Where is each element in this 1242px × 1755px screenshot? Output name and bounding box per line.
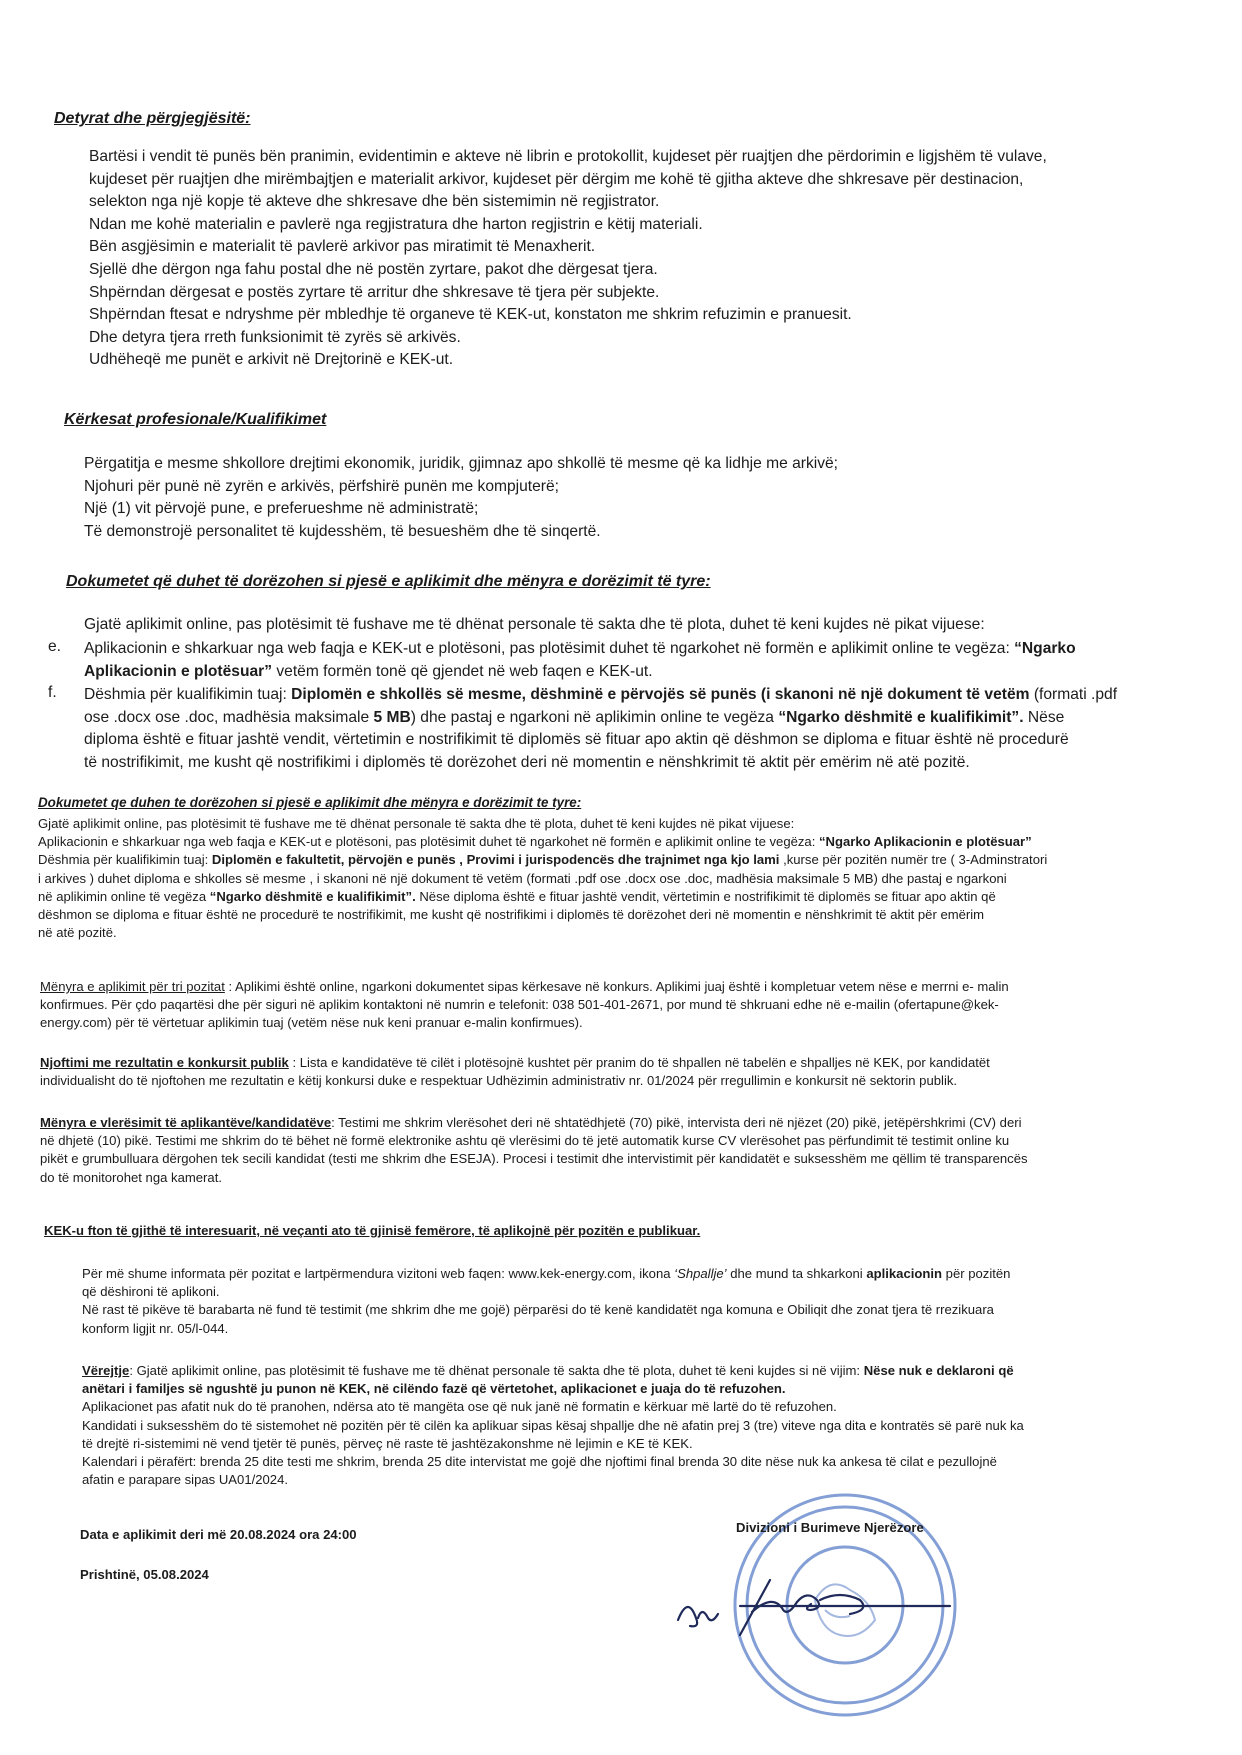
place-and-date: Prishtinë, 05.08.2024: [80, 1567, 209, 1582]
application-method-text: : Aplikimi është online, ngarkoni dokumentet sipas kërkesave në konkurs. Aplikimi juaj është i kompletuar vetem nëse e merrni e- malin: [224, 979, 1009, 994]
item-f-text: ) dhe pastaj e ngarkoni në aplikimin online te vegëza: [410, 708, 779, 726]
item-e-text: vetëm formën tonë që gjendet në web faqen e KEK-ut.: [272, 662, 653, 680]
more-info-text: Në rast të pikëve të barabarta në fund të testimit (me shkrim dhe me gojë) përparësi do të kenë kandidatët nga komuna e Obiliqit dhe zonat tjera të rrezikuara: [82, 1302, 994, 1318]
result-notification-label: Njoftimi me rezultatin e konkursit publik: [40, 1055, 289, 1070]
duties-line: Ndan me kohë materialin e pavlerë nga regjistratura dhe harton regjistrin e këtij materiali.: [89, 215, 703, 233]
more-info-text: dhe mund ta shkarkoni: [726, 1266, 867, 1281]
qualification-line: Përgatitja e mesme shkollore drejtimi ekonomik, juridik, gjimnaz apo shkollë të mesme që ka lidhje me arkivë;: [84, 455, 839, 472]
evaluation-method-text: në dhjetë (10) pikë. Testimi me shkrim do të bëhet në formë elektronike ashtu që vlerësimi do të jetë automatik kurse CV vlerësohet pas përfundimit të testimit online ku: [40, 1133, 1010, 1149]
item-e-text: Aplikacionin e shkarkuar nga web faqja e KEK-ut e plotësoni, pas plotësimit duhet të ngarkohet në formën e aplikimit online te vegëza:: [84, 640, 1015, 657]
more-info-text: për pozitën: [942, 1266, 1011, 1281]
result-notification-text: : Lista e kandidatëve të cilët i plotësojnë kushtet për pranim do të shpallen në tabelën e shpalljes në KEK, por kandidatët: [288, 1055, 990, 1070]
remarks-text: Kandidati i suksesshëm do të sistemohet në pozitën për të cilën ka aplikuar sipas kësaj shpallje dhe në afatin prej 3 (tre) viteve nga dita e kontratës së parë nuk ka: [82, 1417, 1024, 1433]
evaluation-method-text: do të monitorohet nga kamerat.: [40, 1169, 222, 1185]
division-name: Divizioni i Burimeve Njerëzore: [736, 1520, 924, 1535]
remarks-bold: anëtari i familjes së ngushtë ju punon në KEK, në cilëndo fazë që vërtetohet, aplikacionet e juaja do të refuzohen.: [82, 1381, 786, 1397]
documents2-line: Gjatë aplikimit online, pas plotësimit të fushave me të dhënat personale të sakta dhe të plota, duhet të keni kujdes në pikat vijuese:: [38, 816, 795, 831]
application-deadline: Data e aplikimit deri më 20.08.2024 ora 24:00: [80, 1527, 357, 1542]
documents-item-e: [84, 638, 1076, 683]
item-f-text: ose .docx ose .doc, madhësia maksimale: [84, 708, 374, 726]
application-method-text: energy.com) për të vërtetuar aplikimin tuaj (vetëm nëse nuk keni pranuar e-malin konfirmues).: [40, 1015, 583, 1031]
documents2-text-part: ,kurse për pozitën numër tre ( 3-Adminstratori: [779, 852, 1048, 868]
result-notification-text: individualisht do të njoftohen me rezultatin e këtij konkursi duke e respektuar Udhëzimin administrativ nr. 01/2024 për rregullimin e konkursit në sektorin publik.: [40, 1073, 958, 1089]
more-info-bold: aplikacionin: [866, 1266, 943, 1281]
more-info-text: Për më shume informata për pozitat e lartpërmendura vizitoni web faqen: www.kek-energy.com, ikona: [82, 1266, 675, 1281]
item-f-text: (formati .pdf: [1029, 686, 1118, 703]
remarks-text: Aplikacionet pas afatit nuk do të pranohen, ndërsa ato të mangëta ose që nuk janë në formatin e kërkuar më lartë do të refuzohen.: [82, 1399, 837, 1415]
item-f-bold: Diplomën e shkollës së mesme, dëshminë e përvojës së punës (i skanoni në një dokument të vetëm: [291, 686, 1030, 703]
qualifications-heading: Kërkesat profesionale/Kualifikimet: [64, 411, 327, 428]
remarks-text: afatin e parapare sipas UA01/2024.: [82, 1472, 289, 1488]
remarks: [82, 1362, 1024, 1489]
documents2-line: i arkives ) duhet diploma e shkolles së mesme , i skanoni në një dokument të vetëm (formati .pdf ose .docx ose .doc, madhësia maksimale 5 MB) dhe pastaj e ngarkoni: [38, 870, 1007, 886]
documents-item-f: [84, 684, 1117, 774]
item-e-bold: “Ngarko: [1014, 640, 1076, 657]
duties-line: Shpërndan ftesat e ndryshme për mbledhje të organeve të KEK-ut, konstaton me shkrim refuzimin e pranuesit.: [89, 306, 852, 324]
remarks-label: Vërejtje: [82, 1363, 130, 1378]
remarks-bold: Nëse nuk e deklaroni që: [863, 1363, 1014, 1378]
item-f-bold: “Ngarko dëshmitë e kualifikimit”.: [778, 708, 1024, 726]
duties-line: selekton nga një kopje të akteve dhe shkresave dhe bën sistemimin në regjistrator.: [89, 193, 660, 211]
documents2-line: në atë pozitë.: [38, 925, 117, 941]
application-method-label: Mënyra e aplikimit për tri pozitat: [40, 979, 225, 994]
more-info-text: që dëshironi të aplikoni.: [82, 1284, 220, 1300]
list-marker-f: f.: [48, 684, 57, 701]
documents2-text-part: Nëse diploma është e fituar jashtë vendit, vërtetimin e nostrifikimit të diplomës se fituar apo aktin që: [415, 888, 996, 904]
duties-line: Bartësi i vendit të punës bën pranimin, evidentimin e akteve në librin e protokollit, kujdeset për ruajtjen dhe përdorimin e ligjshëm të vulave,: [89, 148, 1047, 165]
evaluation-method: [40, 1114, 1028, 1187]
signature-icon: [670, 1560, 970, 1650]
duties-line: Udhëheqë me punët e arkivit në Drejtorinë e KEK-ut.: [89, 351, 454, 369]
duties-line: Bën asgjësimin e materialit të pavlerë arkivor pas miratimit të Menaxherit.: [89, 238, 596, 256]
result-notification: [40, 1054, 990, 1090]
more-info-text: konform ligjit nr. 05/l-044.: [82, 1320, 229, 1336]
documents2-bold-part: “Ngarko dëshmitë e kualifikimit”.: [209, 888, 416, 904]
item-f-text: Nëse: [1023, 708, 1065, 726]
more-info-italic: ‘Shpallje’: [674, 1266, 727, 1281]
documents2-bold-part: “Ngarko Aplikacionin e plotësuar”: [819, 834, 1032, 850]
documents-intro: Gjatë aplikimit online, pas plotësimit të fushave me të dhënat personale të sakta dhe të plota, duhet të keni kujdes në pikat vijuese:: [84, 616, 985, 633]
evaluation-method-text: pikët e grumbulluara dërgohen tek secili kandidat (testi me shkrim dhe ESEJA). Procesi i testimit dhe intervistimit për kandidatët e suksesshëm me qëllim të transparencës: [40, 1151, 1028, 1167]
qualifications-text: [84, 453, 838, 543]
duties-line: kujdeset për ruajtjen dhe mirëmbajtjen e materialit arkivor, kujdeset për dërgim me kohë të gjitha akteve dhe shkresave për destinacion,: [89, 170, 1024, 188]
item-f-text: diploma është e fituar jashtë vendit, vërtetimin e nostrifikimit të diplomës së fituar apo aktin që dëshmon se diploma e fituar është në procedurë: [84, 731, 1069, 749]
application-method: [40, 978, 1009, 1033]
item-f-bold: 5 MB: [373, 708, 411, 726]
remarks-text: : Gjatë aplikimit online, pas plotësimit të fushave me të dhënat personale të sakta dhe të plota, duhet të keni kujdes si në vijim:: [129, 1363, 864, 1378]
duties-line: Sjellë dhe dërgon nga fahu postal dhe në postën zyrtare, pakot dhe dërgesat tjera.: [89, 260, 658, 278]
item-f-text: të nostrifikimit, me kusht që nostrifikimi i diplomës të dorëzohet deri në momentin e nënshkrimit të aktit për emërim në atë pozitë.: [84, 753, 970, 771]
evaluation-method-text: : Testimi me shkrim vlerësohet deri në shtatëdhjetë (70) pikë, intervista deri në njëzet (20) pikë, jetëpërshkrimi (CV) deri: [331, 1115, 1022, 1130]
duties-line: Shpërndan dërgesat e postës zyrtare të arritur dhe shkresave të tjera për subjekte.: [89, 283, 660, 301]
qualification-line: Të demonstrojë personalitet të kujdesshëm, të besueshëm dhe të sinqertë.: [84, 522, 601, 540]
duties-text: [89, 146, 1047, 372]
item-f-text: Dëshmia për kualifikimin tuaj:: [84, 686, 292, 703]
evaluation-method-label: Mënyra e vlerësimit të aplikantëve/kandidatëve: [40, 1115, 332, 1130]
duties-heading: Detyrat dhe përgjegjësitë:: [54, 110, 251, 127]
documents-heading: Dokumetet që duhet të dorëzohen si pjesë e aplikimit dhe mënyra e dorëzimit të tyre:: [66, 573, 711, 590]
documents2-line: dëshmon se diploma e fituar është ne procedurë te nostrifikimit, me kusht që nostrifikimi i diplomës të dorëzohet deri në momentin e nënshkrimit të aktit për emërim: [38, 907, 985, 923]
documents2-text-part: Dëshmia për kualifikimin tuaj:: [38, 852, 212, 868]
more-info: [82, 1265, 1010, 1338]
documents2-text-part: Aplikacionin e shkarkuar nga web faqja e KEK-ut e plotësoni, pas plotësimit duhet të ngarkohet në formën e aplikimit online te vegëza:: [38, 834, 819, 850]
remarks-text: të drejtë ri-sistemimi në vend tjetër të punës, përveç në raste të jashtëzakonshme në lejimin e KE të KEK.: [82, 1435, 693, 1451]
remarks-text: Kalendari i përafërt: brenda 25 dite testi me shkrim, brenda 25 dite intervistat me gojë dhe njoftimi final brenda 30 dite nëse nuk ka ankesa të cilat e pezullojnë: [82, 1454, 997, 1470]
item-e-bold: Aplikacionin e plotësuar”: [84, 662, 273, 680]
documents2-text-part: në aplikimin online të vegëza: [38, 888, 210, 904]
qualification-line: Njohuri për punë në zyrën e arkivës, përfshirë punën me kompjuterë;: [84, 477, 559, 495]
list-marker-e: e.: [48, 638, 62, 655]
documents2-text: [38, 815, 1047, 942]
documents2-heading: Dokumetet qe duhen te dorëzohen si pjesë e aplikimit dhe mënyra e dorëzimit te tyre:: [38, 795, 582, 810]
application-method-text: konfirmues. Për çdo paqartësi dhe për siguri në aplikim kontaktoni në numrin e telefonit: 038 501-401-2671, por mund të shkruani edhe në e-mailin (ofertapune@kek-: [40, 997, 999, 1013]
kek-invitation: KEK-u fton të gjithë të interesuarit, në veçanti ato të gjinisë femërore, të aplikojnë për pozitën e publikuar.: [44, 1223, 701, 1238]
qualification-line: Një (1) vit përvojë pune, e preferueshme në administratë;: [84, 500, 479, 518]
documents2-bold-part: Diplomën e fakultetit, përvojën e punës , Provimi i jurispodencës dhe trajnimet nga kjo lami: [211, 852, 780, 868]
duties-line: Dhe detyra tjera rreth funksionimit të zyrës së arkivës.: [89, 328, 461, 346]
